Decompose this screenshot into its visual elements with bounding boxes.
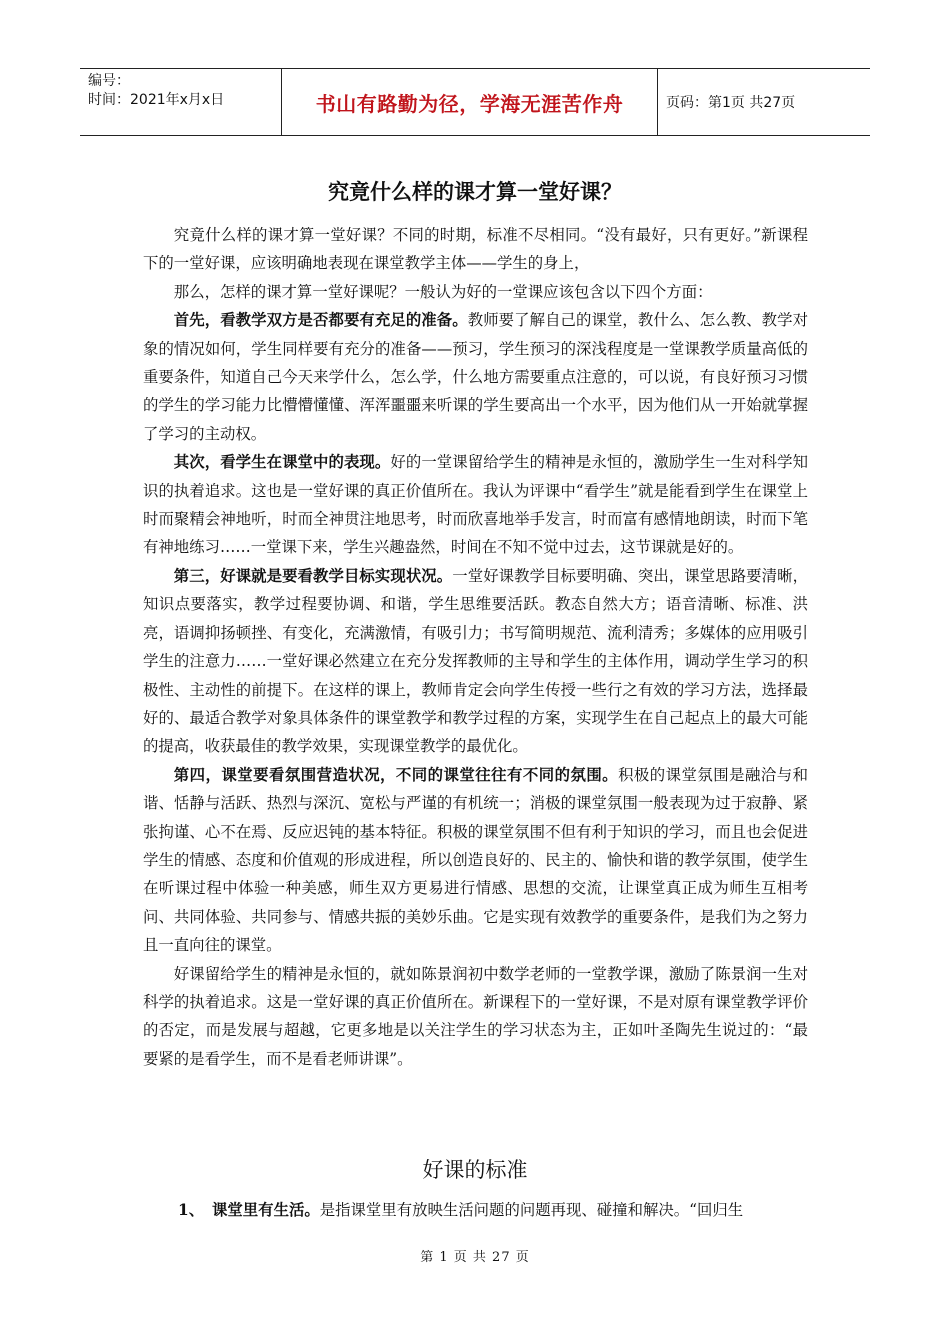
closing-paragraph: 好课留给学生的精神是永恒的，就如陈景润初中数学老师的一堂教学课，激励了陈景润一生对科学的执着追求。这是一堂好课的真正价值所在。新课程下的一堂好课，不是对原有课堂教学评价的否定，而是发展与超越，它更多地是以关注学生的学习状态为主，正如叶圣陶先生说过的：“最要紧的是看学生，而不是看老师讲课”。	[143, 964, 808, 1068]
intro-paragraph: 那么，怎样的课才算一堂好课呢？一般认为好的一堂课应该包含以下四个方面：	[173, 282, 713, 301]
point-heading: 首先，看教学双方是否都要有充足的准备。	[173, 311, 468, 330]
header-info-cell	[80, 69, 282, 135]
standard-heading: 课堂里有生活。	[212, 1201, 320, 1219]
document-body	[143, 221, 808, 1073]
point-text: 教师要了解自己的课堂，教什么、怎么教、教学对象的情况如何，学生同样要有充分的准备——预习，学生预习的深浅程度是一堂课教学质量高低的重要条件，知道自己今天来学什么，怎么学，什么地方需要重点注意的，可以说，有良好预习习惯的学生的学习能力比懵懵懂懂、浑浑噩噩来听课的学生要高出一个水平，因为他们从一开始就掌握了学习的主动权。	[143, 311, 808, 443]
point-paragraph	[143, 448, 808, 562]
point-text: 一堂好课教学目标要明确、突出，课堂思路要清晰，知识点要落实，教学过程要协调、和谐，学生思维要活跃。教态自然大方；语音清晰、标准、洪亮，语调抑扬顿挫、有变化，充满激情，有吸引力；书写简明规范、流利清秀；多媒体的应用吸引学生的注意力……一堂好课必然建立在充分发挥教师的主导和学生的主体作用，调动学生学习的积极性、主动性的前提下。在这样的课上，教师肯定会向学生传授一些行之有效的学习方法，选择最好的、最适合教学对象具体条件的课堂教学和教学过程的方案，实现学生在自己起点上的最大可能的提高，收获最佳的教学效果，实现课堂教学的最优化。	[143, 566, 808, 756]
header-motto: 书山有路勤为径，学海无涯苦作舟	[282, 69, 658, 135]
point-heading: 其次，看学生在课堂中的表现。	[173, 453, 391, 472]
point-heading: 第四，课堂要看氛围营造状况，不同的课堂往往有不同的氛围。	[173, 765, 619, 784]
document-title: 究竟什么样的课才算一堂好课？	[328, 180, 622, 204]
document-date-label: 时间：2021年x月x日	[88, 92, 225, 108]
document-number-label: 编号：	[88, 73, 130, 89]
intro-paragraph: 究竟什么样的课才算一堂好课？不同的时期，标准不尽相同。“没有最好，只有更好。”新课程下的一堂好课，应该明确地表现在课堂教学主体——学生的身上，	[143, 226, 808, 273]
point-paragraph	[143, 562, 808, 761]
standard-text: 是指课堂里有放映生活问题的问题再现、碰撞和解决。“回归生	[319, 1201, 744, 1219]
point-text: 好的一堂课留给学生的精神是永恒的，激励学生一生对科学知识的执着追求。这也是一堂好课的真正价值所在。我认为评课中“看学生”就是能看到学生在课堂上时而聚精会神地听，时而全神贯注地思考，时而欣喜地举手发言，时而富有感情地朗读，时而下笔有神地练习……一堂课下来，学生兴趣盎然，时间在不知不觉中过去，这节课就是好的。	[143, 453, 808, 557]
standard-list-item	[178, 1196, 810, 1224]
point-text: 积极的课堂氛围是融洽与和谐、恬静与活跃、热烈与深沉、宽松与严谨的有机统一；消极的课堂氛围一般表现为过于寂静、紧张拘谨、心不在焉、反应迟钝的基本特征。积极的课堂氛围不但有利于知识的学习，而且也会促进学生的情感、态度和价值观的形成进程，所以创造良好的、民主的、愉快和谐的教学氛围，使学生在听课过程中体验一种美感，师生双方更易进行情感、思想的交流，让课堂真正成为师生互相考问、共同体验、共同参与、情感共振的美妙乐曲。它是实现有效教学的重要条件，是我们为之努力且一直向往的课堂。	[143, 765, 808, 955]
header-page-label: 页码：第1页 共27页	[666, 95, 796, 111]
page-footer: 第 1 页 共 27 页	[420, 1250, 530, 1265]
header-table	[80, 68, 870, 136]
section-title: 好课的标准	[422, 1158, 528, 1182]
point-paragraph	[143, 306, 808, 448]
point-heading: 第三，好课就是要看教学目标实现状况。	[173, 566, 453, 585]
point-paragraph	[143, 761, 808, 960]
standard-number: 1、	[178, 1201, 205, 1219]
